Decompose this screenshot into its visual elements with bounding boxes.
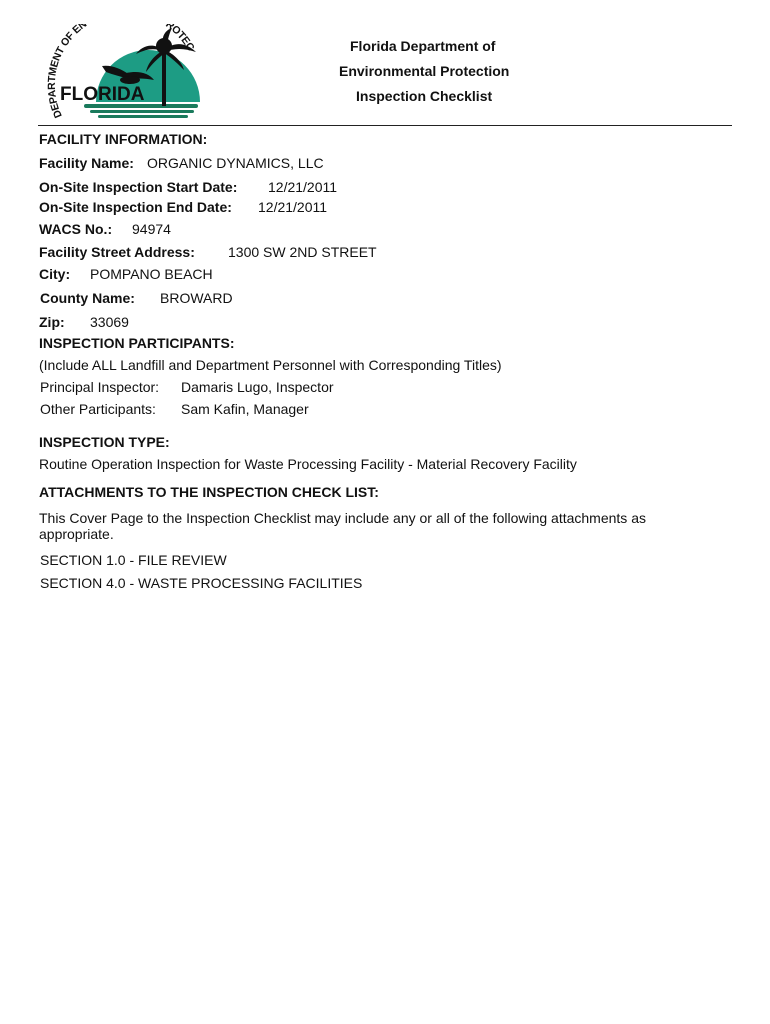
start-date-label: On-Site Inspection Start Date: [39,179,238,195]
facility-heading: FACILITY INFORMATION: [39,131,208,147]
principal-inspector-value: Damaris Lugo, Inspector [181,379,334,395]
zip-value: 33069 [90,314,129,330]
end-date-label: On-Site Inspection End Date: [39,199,232,215]
attachments-description: This Cover Page to the Inspection Checklist may include any or all of the following attachments as appropriate. [39,510,646,542]
end-date-value: 12/21/2011 [258,199,328,215]
principal-inspector-label: Principal Inspector: [40,379,160,395]
city-value: POMPANO BEACH [90,266,213,282]
header-divider [38,125,732,126]
zip-label: Zip: [39,314,65,330]
facility-name-label: Facility Name: [39,155,134,171]
city-label: City: [39,266,71,282]
logo-arc-text: DEPARTMENT OF EN ROTEC [45,24,197,120]
inspection-type-heading: INSPECTION TYPE: [39,434,170,450]
street-address-value: 1300 SW 2ND STREET [228,244,377,260]
header-title-line1: Florida Department of [350,38,496,54]
inspection-type-value: Routine Operation Inspection for Waste Processing Facility - Material Recovery Facility [39,456,577,472]
logo-state-text: FLORIDA [60,84,145,105]
header-title-line2: Environmental Protection [339,63,510,79]
water-stripes [84,104,198,118]
fdep-seal-icon [40,24,200,124]
county-label: County Name: [40,290,135,306]
street-address-label: Facility Street Address: [39,244,195,260]
wacs-value: 94974 [132,221,171,237]
wacs-label: WACS No.: [39,221,113,237]
county-value: BROWARD [160,290,233,306]
participants-note: (Include ALL Landfill and Department Personnel with Corresponding Titles) [39,357,502,373]
attachment-item: SECTION 4.0 - WASTE PROCESSING FACILITIES [40,575,363,591]
fdep-seal-logo [40,24,200,124]
other-participants-value: Sam Kafin, Manager [181,401,309,417]
other-participants-label: Other Participants: [40,401,156,417]
attachment-item: SECTION 1.0 - FILE REVIEW [40,552,227,568]
start-date-value: 12/21/2011 [268,179,338,195]
header-title-line3: Inspection Checklist [356,88,493,104]
facility-name-value: ORGANIC DYNAMICS, LLC [147,155,324,171]
participants-heading: INSPECTION PARTICIPANTS: [39,335,235,351]
attachments-heading: ATTACHMENTS TO THE INSPECTION CHECK LIST: [39,484,379,500]
